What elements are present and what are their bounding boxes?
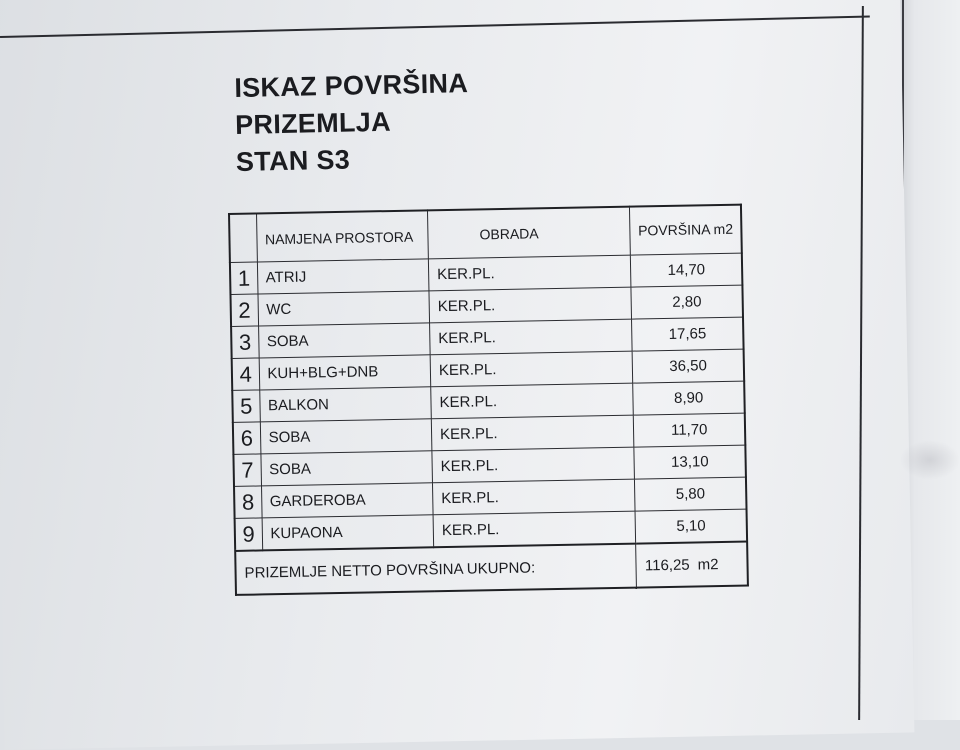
row-area: 5,80 xyxy=(635,477,747,511)
row-area: 11,70 xyxy=(634,413,746,447)
row-area: 13,10 xyxy=(634,445,746,479)
row-area: 17,65 xyxy=(632,317,744,351)
row-finish: KER.PL. xyxy=(430,319,633,355)
row-finish: KER.PL. xyxy=(430,351,633,387)
row-room-name: GARDEROBA xyxy=(261,483,433,518)
row-finish: KER.PL. xyxy=(432,447,635,483)
total-value: 116,25 xyxy=(644,556,690,574)
row-area: 2,80 xyxy=(631,285,743,319)
row-number: 4 xyxy=(232,358,260,390)
row-number: 9 xyxy=(235,518,263,551)
row-finish: KER.PL. xyxy=(433,511,636,547)
row-room-name: SOBA xyxy=(260,451,432,486)
table-body xyxy=(230,253,747,551)
area-table xyxy=(228,204,749,596)
row-room-name: WC xyxy=(257,291,429,326)
heading-apartment: STAN S3 xyxy=(235,144,351,177)
row-finish: KER.PL. xyxy=(431,415,634,451)
total-row xyxy=(235,542,748,595)
row-room-name: BALKON xyxy=(259,387,431,422)
header-finish: OBRADA xyxy=(427,207,630,259)
row-number: 5 xyxy=(232,390,260,422)
row-area: 14,70 xyxy=(631,253,743,287)
header-area: POVRŠINA m2 xyxy=(630,205,742,256)
row-room-name: ATRIJ xyxy=(257,259,429,294)
heading-floor: PRIZEMLJA xyxy=(234,106,392,140)
row-finish: KER.PL. xyxy=(429,287,632,323)
heading-title: ISKAZ POVRŠINA xyxy=(234,68,469,103)
row-room-name: KUPAONA xyxy=(262,515,434,551)
header-room-purpose: NAMJENA PROSTORA xyxy=(256,210,428,262)
area-table-wrapper xyxy=(228,204,749,596)
row-room-name: SOBA xyxy=(258,323,430,358)
row-room-name: KUH+BLG+DNB xyxy=(259,355,431,390)
total-label: PRIZEMLJE NETTO POVRŠINA UKUPNO: xyxy=(235,544,637,595)
row-number: 7 xyxy=(233,454,261,486)
row-area: 5,10 xyxy=(635,509,747,544)
row-room-name: SOBA xyxy=(260,419,432,454)
row-number: 1 xyxy=(230,262,258,294)
row-number: 2 xyxy=(230,294,258,326)
paper-crease xyxy=(900,440,960,480)
row-finish: KER.PL. xyxy=(431,383,634,419)
row-finish: KER.PL. xyxy=(432,479,635,515)
row-number: 6 xyxy=(233,422,261,454)
row-number: 8 xyxy=(234,486,262,518)
header-number xyxy=(229,213,257,262)
row-area: 8,90 xyxy=(633,381,745,415)
row-area: 36,50 xyxy=(632,349,744,383)
total-value-cell xyxy=(636,542,748,588)
row-number: 3 xyxy=(231,326,259,358)
total-unit: m2 xyxy=(697,555,719,573)
row-finish: KER.PL. xyxy=(428,255,631,291)
document-heading xyxy=(234,65,470,181)
